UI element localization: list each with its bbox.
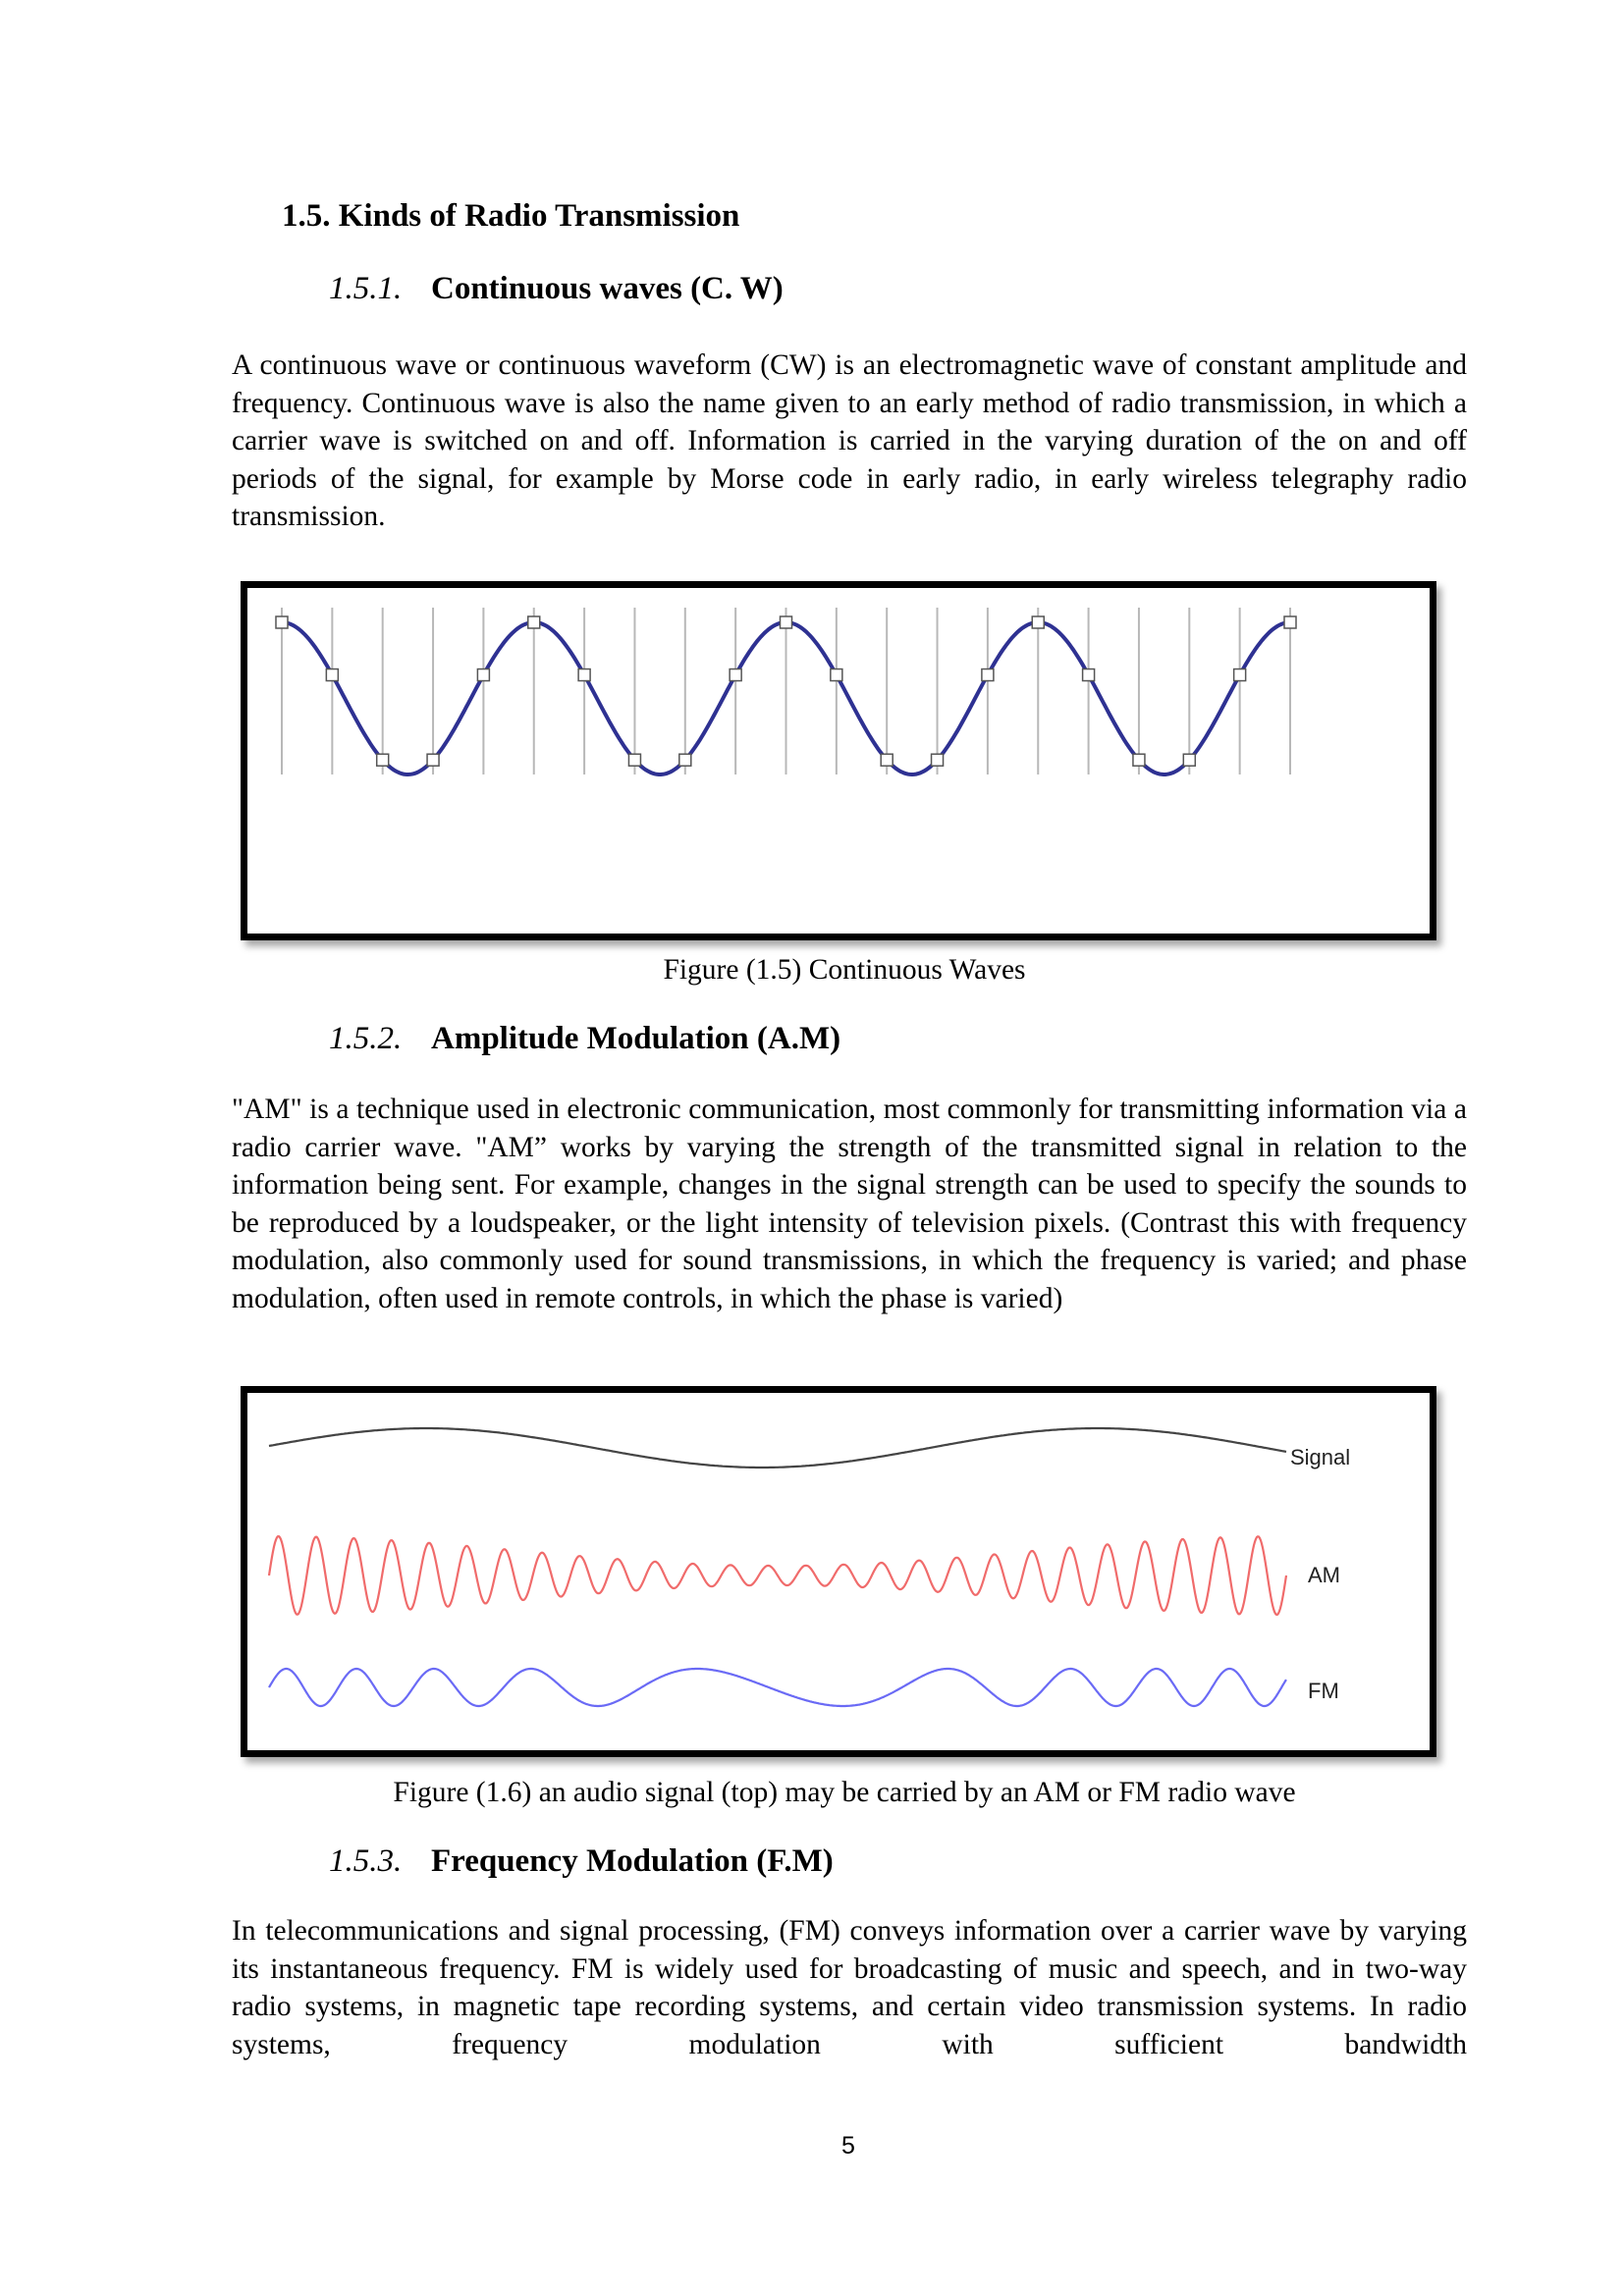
paragraph-am: "AM" is a technique used in electronic communication, most commonly for transmitting information via a radio carrier wave. "AM” works by varying the strength of the transmitted signal in relation to the information being sent. For example, changes in the signal strength can be used to specify the sounds to be reproduced by a loudspeaker, or the light intensity of television pixels. (Contrast this with frequency modulation, also commonly used for sound transmissions, in which the frequency is varied; and phase modulation, often used in remote controls, in which the phase is varied) xyxy=(232,1094,1467,1314)
am-wave-line xyxy=(269,1536,1286,1615)
figure-caption-am-fm: Figure (1.6) an audio signal (top) may be carried by an AM or FM radio wave xyxy=(393,1777,1296,1808)
sample-marker xyxy=(831,669,842,681)
sample-marker xyxy=(628,754,640,766)
signal-label: Signal xyxy=(1290,1445,1351,1469)
sample-marker xyxy=(427,754,439,766)
sample-marker xyxy=(781,616,792,628)
sample-marker xyxy=(276,616,288,628)
figure-continuous-waves xyxy=(241,581,1436,940)
sample-marker xyxy=(679,754,691,766)
subsection-number: 1.5.3. xyxy=(329,1843,403,1879)
sample-marker xyxy=(730,669,741,681)
figure-am-fm xyxy=(241,1386,1436,1757)
sample-marker xyxy=(477,669,489,681)
subsection-number: 1.5.2. xyxy=(329,1021,403,1056)
subsection-heading-fm xyxy=(329,1838,834,1885)
section-heading: 1.5. Kinds of Radio Transmission xyxy=(282,198,740,234)
continuous-wave-plot xyxy=(247,588,1430,934)
am-label: AM xyxy=(1308,1563,1340,1587)
paragraph-fm: In telecommunications and signal processing, (FM) conveys information over a carrier wave by varying its instantaneous frequency. FM is widely used for broadcasting of music and speech, and in two-way radio systems, in magnetic tape recording systems, and certain video transmission systems. In radio systems, frequency modulation with sufficient bandwidth xyxy=(232,1915,1467,2060)
figure-caption-cw: Figure (1.5) Continuous Waves xyxy=(663,954,1026,986)
subsection-title: Frequency Modulation (F.M) xyxy=(431,1843,834,1879)
sample-marker xyxy=(377,754,389,766)
subsection-title: Amplitude Modulation (A.M) xyxy=(431,1021,841,1056)
subsection-heading-am xyxy=(329,1015,840,1062)
sample-marker xyxy=(982,669,994,681)
sample-marker xyxy=(1183,754,1195,766)
sample-marker xyxy=(1133,754,1145,766)
sample-marker xyxy=(578,669,590,681)
subsection-heading-cw xyxy=(329,265,784,312)
paragraph-cw: A continuous wave or continuous waveform (CW) is an electromagnetic wave of constant amplitude and frequency. Continuous wave is also the name given to an early method of radio transmission, in which a carrier wave is switched on and off. Information is carried in the varying duration of the on and off periods of the signal, for example by Morse code in early radio, in early wireless telegraphy radio transmission. xyxy=(232,349,1467,533)
sample-marker xyxy=(932,754,944,766)
sample-marker xyxy=(528,616,540,628)
sample-marker xyxy=(1032,616,1044,628)
signal-wave-line xyxy=(269,1428,1286,1468)
page-number: 5 xyxy=(841,2132,855,2160)
sample-marker xyxy=(326,669,338,681)
fm-label: FM xyxy=(1308,1679,1339,1703)
fm-wave-line xyxy=(269,1669,1286,1706)
sample-marker xyxy=(881,754,893,766)
subsection-title: Continuous waves (C. W) xyxy=(431,271,784,306)
sample-marker xyxy=(1234,669,1246,681)
sample-marker xyxy=(1284,616,1296,628)
subsection-number: 1.5.1. xyxy=(329,271,403,306)
am-fm-plot xyxy=(247,1393,1430,1750)
sample-marker xyxy=(1083,669,1095,681)
